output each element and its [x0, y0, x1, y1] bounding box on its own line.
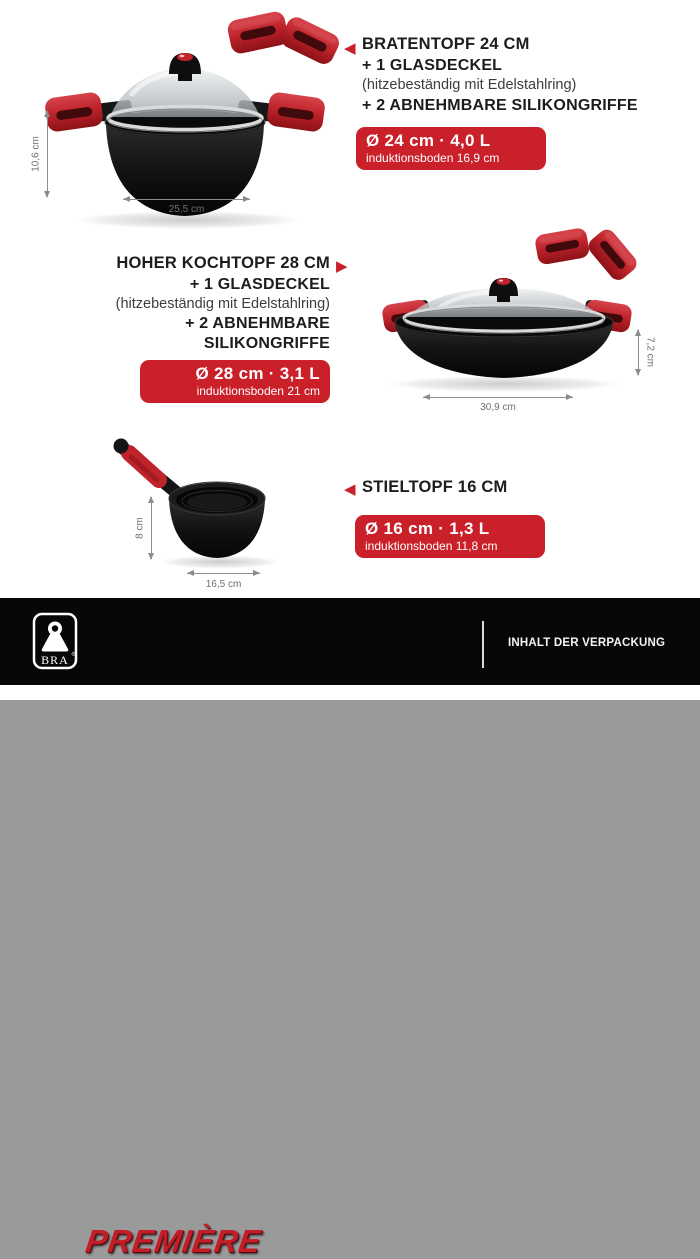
product-3-description — [362, 477, 507, 498]
product-1-description — [362, 34, 698, 117]
pointer-left-icon-3: ◀ — [344, 480, 356, 498]
stieltopf-photo — [95, 430, 280, 570]
product-2-line: SILIKONGRIFFE — [203, 335, 330, 352]
product-2-spec-badge — [140, 360, 330, 403]
height-dimension-line-2 — [638, 330, 639, 375]
width-dimension-label-3: 16,5 cm — [205, 579, 242, 590]
width-dimension-line-1 — [123, 199, 250, 200]
product-1-spec-badge — [356, 127, 546, 170]
product-1-line: + 1 GLASDECKEL — [362, 57, 503, 74]
product-2-title: HOHER KOCHTOPF 28 CM — [116, 254, 330, 272]
product-1-line: + 2 ABNEHMBARE SILIKONGRIFFE — [362, 97, 638, 114]
width-dimension-line-3 — [187, 573, 260, 574]
product-2-description — [58, 253, 330, 354]
registered-mark: ® — [71, 652, 76, 658]
badge-induction-base: induktionsboden 21 cm — [196, 384, 320, 398]
height-dimension-label-3: 8 cm — [134, 517, 146, 539]
height-dimension-label-2: 7,2 cm — [644, 336, 656, 368]
badge-induction-base: induktionsboden 16,9 cm — [366, 151, 500, 165]
product-2-line: + 1 GLASDECKEL — [189, 276, 330, 293]
product-2-note: (hitzebeständig mit Edelstahlring) — [115, 296, 330, 312]
pointer-right-icon-2: ▶ — [336, 257, 348, 275]
width-dimension-label-2: 30,9 cm — [480, 402, 516, 413]
width-dimension-label-1: 25,5 cm — [168, 204, 205, 215]
footer-divider — [482, 621, 484, 668]
product-2-line: + 2 ABNEHMBARE — [185, 315, 330, 332]
product-3-spec-badge — [355, 515, 545, 558]
bra-logo-text: BRA — [41, 653, 69, 667]
height-dimension-line-1 — [47, 111, 48, 197]
product-3-title: STIELTOPF 16 CM — [362, 478, 508, 496]
width-dimension-line-2 — [423, 397, 573, 398]
height-dimension-line-3 — [151, 497, 152, 559]
footer-right-label: INHALT DER VERPACKUNG — [508, 637, 666, 649]
series-logo-premiere: PREMIÈRE — [83, 1223, 264, 1259]
product-1-title: BRATENTOPF 24 CM — [362, 35, 530, 53]
bra-logo — [32, 612, 78, 670]
badge-diameter-volume: Ø 28 cm · 3,1 L — [195, 364, 320, 383]
badge-diameter-volume: Ø 24 cm · 4,0 L — [366, 131, 491, 150]
badge-induction-base: induktionsboden 11,8 cm — [365, 539, 498, 553]
pointer-left-icon-1: ◀ — [344, 39, 356, 57]
product-1-note: (hitzebeständig mit Edelstahlring) — [362, 77, 577, 93]
kochtopf-photo — [381, 272, 633, 398]
height-dimension-label-1: 10,6 cm — [30, 136, 42, 172]
footer-bar — [0, 598, 700, 1259]
badge-diameter-volume: Ø 16 cm · 1,3 L — [365, 519, 490, 538]
